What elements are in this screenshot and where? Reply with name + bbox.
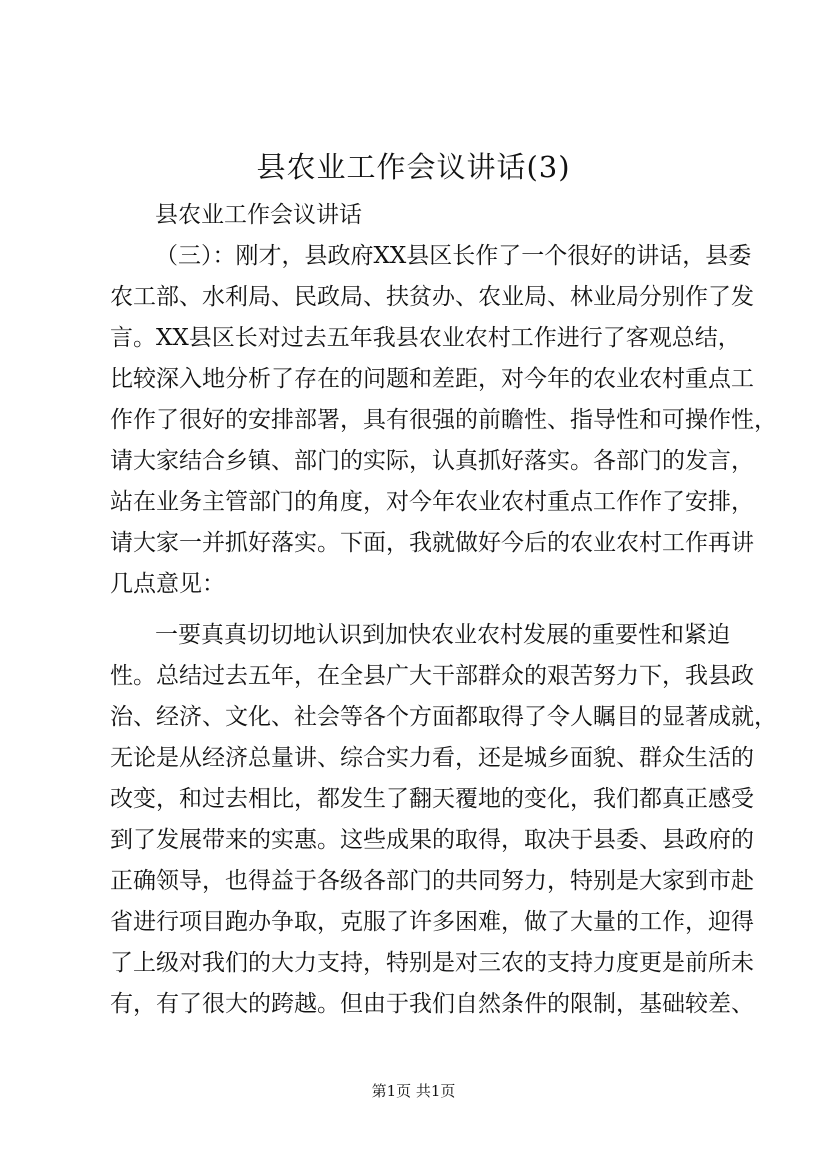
body-line: 一要真真切切地认识到加快农业农村发展的重要性和紧迫 xyxy=(155,622,730,648)
body-line: 了上级对我们的大力支持，特别是对三农的支持力度更是前所未 xyxy=(110,950,754,976)
body-line: 到了发展带来的实惠。这些成果的取得，取决于县委、县政府的 xyxy=(110,827,754,853)
body-line: 作作了很好的安排部署，具有很强的前瞻性、指导性和可操作性， xyxy=(110,407,777,433)
body-line: 省进行项目跑办争取，克服了许多困难，做了大量的工作，迎得 xyxy=(110,909,754,935)
body-line: （三）：刚才，县政府XX县区长作了一个很好的讲话，县委 xyxy=(155,243,752,269)
body-line: 性。总结过去五年，在全县广大干部群众的艰苦努力下，我县政 xyxy=(110,663,754,689)
page-footer: 第1页 共1页 xyxy=(371,1082,456,1100)
body-line: 言。XX县区长对过去五年我县农业农村工作进行了客观总结， xyxy=(110,325,741,351)
document-subtitle: 县农业工作会议讲话 xyxy=(155,202,362,228)
body-line: 比较深入地分析了存在的问题和差距，对今年的农业农村重点工 xyxy=(110,366,754,392)
document-title: 县农业工作会议讲话(3) xyxy=(256,150,571,184)
body-line: 几点意见： xyxy=(110,571,225,597)
body-line: 无论是从经济总量讲、综合实力看，还是城乡面貌、群众生活的 xyxy=(110,745,754,771)
body-line: 站在业务主管部门的角度，对今年农业农村重点工作作了安排， xyxy=(110,489,754,515)
body-line: 有，有了很大的跨越。但由于我们自然条件的限制，基础较差、 xyxy=(110,991,754,1017)
body-line: 请大家一并抓好落实。下面，我就做好今后的农业农村工作再讲 xyxy=(110,530,754,556)
body-line: 改变，和过去相比，都发生了翻天覆地的变化，我们都真正感受 xyxy=(110,786,754,812)
body-line: 农工部、水利局、民政局、扶贫办、农业局、林业局分别作了发 xyxy=(110,284,754,310)
body-line: 请大家结合乡镇、部门的实际，认真抓好落实。各部门的发言， xyxy=(110,448,754,474)
body-line: 治、经济、文化、社会等各个方面都取得了令人瞩目的显著成就， xyxy=(110,704,777,730)
body-line: 正确领导，也得益于各级各部门的共同努力，特别是大家到市赴 xyxy=(110,868,754,894)
